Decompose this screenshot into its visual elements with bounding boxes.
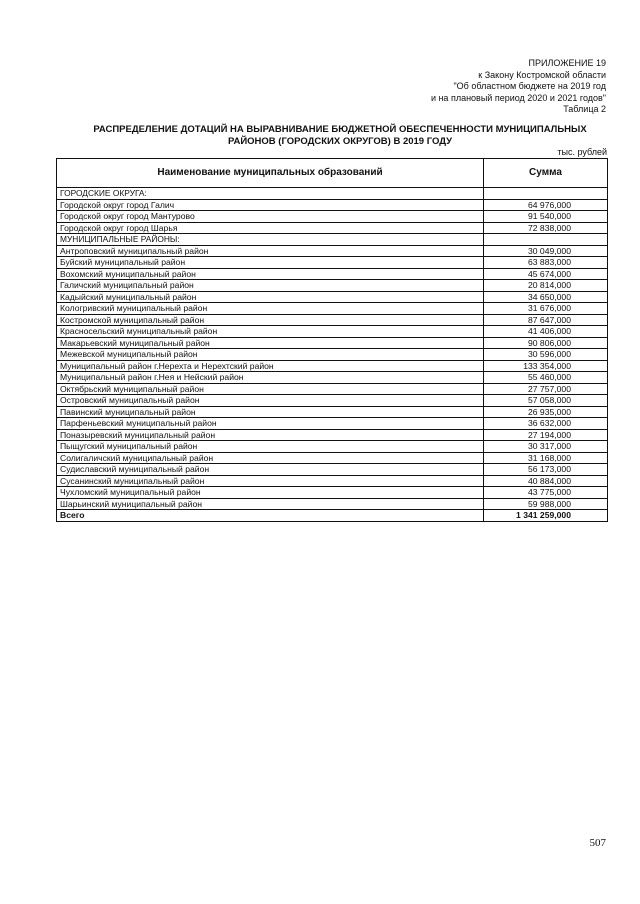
column-header-amount: Сумма (484, 159, 608, 188)
section-label: МУНИЦИПАЛЬНЫЕ РАЙОНЫ: (57, 234, 484, 246)
law-reference: к Закону Костромской области (478, 69, 606, 80)
municipality-name: Городской округ город Шарья (57, 222, 484, 234)
table-number: Таблица 2 (563, 104, 606, 114)
appendix-number: ПРИЛОЖЕНИЕ 19 (528, 58, 606, 68)
municipality-name: Макарьевский муниципальный район (57, 337, 484, 349)
total-label: Всего (57, 510, 484, 522)
amount-cell (484, 188, 608, 200)
municipality-name: Павинский муниципальный район (57, 406, 484, 418)
amount-cell: 30 317,000 (484, 441, 608, 453)
amount-cell: 64 976,000 (484, 199, 608, 211)
amount-cell: 87 647,000 (484, 314, 608, 326)
municipality-name: Антроповский муниципальный район (57, 245, 484, 257)
amount-cell: 20 814,000 (484, 280, 608, 292)
municipality-name: Парфеньевский муниципальный район (57, 418, 484, 430)
distribution-table (56, 158, 608, 522)
amount-cell: 36 632,000 (484, 418, 608, 430)
table-row (57, 222, 608, 234)
municipality-name: Вохомский муниципальный район (57, 268, 484, 280)
amount-cell: 63 883,000 (484, 257, 608, 269)
units-label: тыс. рублей (557, 147, 607, 157)
table-row (57, 349, 608, 361)
amount-cell: 43 775,000 (484, 487, 608, 499)
municipality-name: Городской округ город Галич (57, 199, 484, 211)
table-row (57, 383, 608, 395)
table-row (57, 429, 608, 441)
municipality-name: Шарьинский муниципальный район (57, 498, 484, 510)
table-row (57, 314, 608, 326)
municipality-name: Чухломский муниципальный район (57, 487, 484, 499)
page-number: 507 (589, 837, 606, 849)
table-row (57, 199, 608, 211)
municipality-name: Октябрьский муниципальный район (57, 383, 484, 395)
amount-cell: 30 596,000 (484, 349, 608, 361)
amount-cell: 26 935,000 (484, 406, 608, 418)
law-title-line-2: и на плановый период 2020 и 2021 годов" (430, 92, 606, 103)
amount-cell: 56 173,000 (484, 464, 608, 476)
law-title-line-1: "Об областном бюджете на 2019 год (453, 81, 606, 91)
amount-cell: 31 168,000 (484, 452, 608, 464)
municipality-name: Буйский муниципальный район (57, 257, 484, 269)
section-header-row (57, 234, 608, 246)
municipality-name: Кологривский муниципальный район (57, 303, 484, 315)
municipality-name: Сусанинский муниципальный район (57, 475, 484, 487)
table-body (57, 188, 608, 522)
column-header-name: Наименование муниципальных образований (57, 159, 484, 188)
amount-cell: 91 540,000 (484, 211, 608, 223)
amount-cell: 40 884,000 (484, 475, 608, 487)
municipality-name: Муниципальный район г.Нерехта и Нерехтский район (57, 360, 484, 372)
municipality-name: Поназыревский муниципальный район (57, 429, 484, 441)
table-row (57, 475, 608, 487)
table-row (57, 211, 608, 223)
total-row (57, 510, 608, 522)
municipality-name: Межевской муниципальный район (57, 349, 484, 361)
amount-cell: 133 354,000 (484, 360, 608, 372)
table-row (57, 441, 608, 453)
municipality-name: Красносельский муниципальный район (57, 326, 484, 338)
municipality-name: Солигаличский муниципальный район (57, 452, 484, 464)
municipality-name: Городской округ город Мантурово (57, 211, 484, 223)
table-row (57, 245, 608, 257)
section-label: ГОРОДСКИЕ ОКРУГА: (57, 188, 484, 200)
table-row (57, 452, 608, 464)
total-amount: 1 341 259,000 (484, 510, 608, 522)
table-header-row (57, 159, 608, 188)
amount-cell: 34 650,000 (484, 291, 608, 303)
table-row (57, 337, 608, 349)
amount-cell: 72 838,000 (484, 222, 608, 234)
document-title-line-2: РАЙОНОВ (ГОРОДСКИХ ОКРУГОВ) В 2019 ГОДУ (227, 136, 453, 147)
amount-cell: 27 757,000 (484, 383, 608, 395)
amount-cell: 27 194,000 (484, 429, 608, 441)
table-row (57, 395, 608, 407)
municipality-name: Пыщугский муниципальный район (57, 441, 484, 453)
amount-cell (484, 234, 608, 246)
table-row (57, 418, 608, 430)
table-row (57, 406, 608, 418)
table-row (57, 487, 608, 499)
amount-cell: 31 676,000 (484, 303, 608, 315)
amount-cell: 59 988,000 (484, 498, 608, 510)
amount-cell: 45 674,000 (484, 268, 608, 280)
municipality-name: Островский муниципальный район (57, 395, 484, 407)
table-row (57, 257, 608, 269)
amount-cell: 30 049,000 (484, 245, 608, 257)
municipality-name: Костромской муниципальный район (57, 314, 484, 326)
table-row (57, 291, 608, 303)
amount-cell: 90 806,000 (484, 337, 608, 349)
amount-cell: 41 406,000 (484, 326, 608, 338)
amount-cell: 57 058,000 (484, 395, 608, 407)
municipality-name: Судиславский муниципальный район (57, 464, 484, 476)
table-row (57, 280, 608, 292)
table-row (57, 464, 608, 476)
table-row (57, 268, 608, 280)
table-row (57, 372, 608, 384)
table-row (57, 498, 608, 510)
table-row (57, 326, 608, 338)
amount-cell: 55 460,000 (484, 372, 608, 384)
municipality-name: Муниципальный район г.Нея и Нейский район (57, 372, 484, 384)
municipality-name: Кадыйский муниципальный район (57, 291, 484, 303)
table-row (57, 303, 608, 315)
table-row (57, 360, 608, 372)
appendix-header (431, 58, 606, 116)
section-header-row (57, 188, 608, 200)
document-title (60, 124, 620, 148)
municipality-name: Галичский муниципальный район (57, 280, 484, 292)
document-title-line-1: РАСПРЕДЕЛЕНИЕ ДОТАЦИЙ НА ВЫРАВНИВАНИЕ БЮДЖЕТНОЙ ОБЕСПЕЧЕННОСТИ МУНИЦИПАЛЬНЫХ (93, 124, 587, 135)
